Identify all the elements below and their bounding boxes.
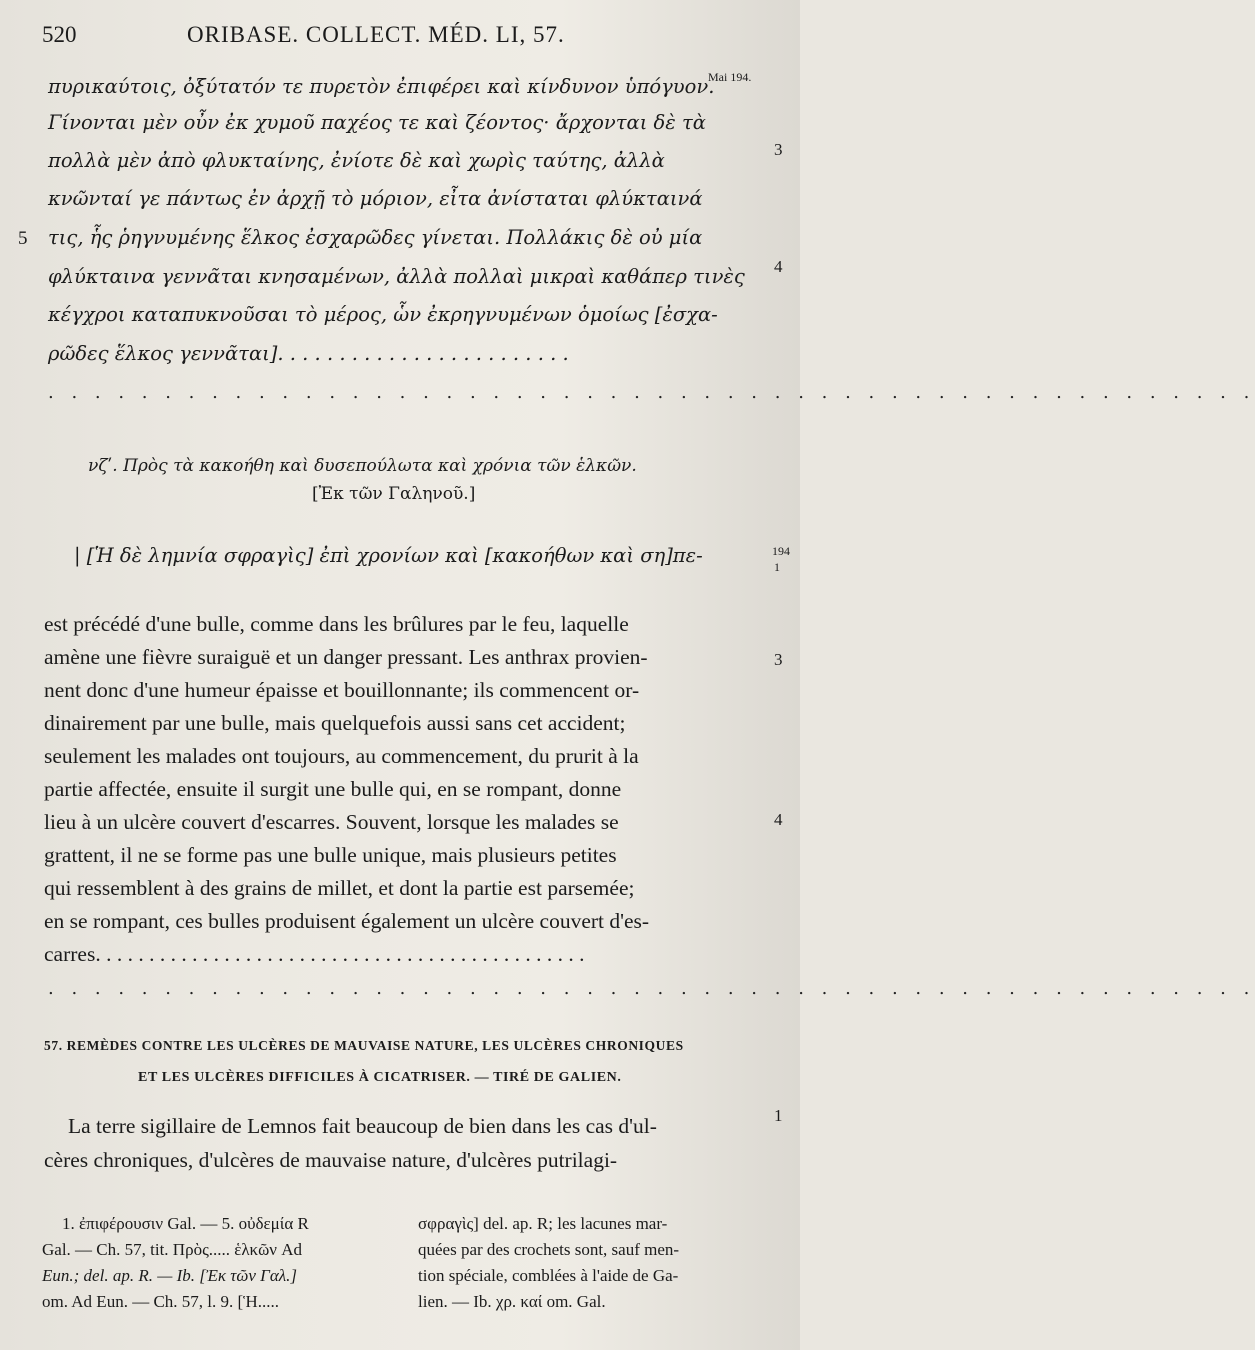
footnote-right-line: tion spéciale, comblées à l'aide de Ga-: [418, 1266, 679, 1285]
french-line: qui ressemblent à des grains de millet, et dont la partie est parsemée;: [44, 876, 635, 900]
french-line: est précédé d'une bulle, comme dans les brûlures par le feu, laquelle: [44, 612, 629, 636]
greek-line: φλύκταινα γεννᾶται κνησαμένων, ἀλλὰ πολλαὶ μικραὶ καθάπερ τινὲς: [48, 265, 745, 288]
page-number: 520: [42, 22, 77, 47]
ellipsis-line: . . . . . . . . . . . . . . . . . . . . . . . . . . . . . . . . . . . . . . . . . . . . . . . . . . . .: [48, 382, 1255, 403]
margin-line-number: 1: [774, 1106, 783, 1125]
margin-line-number: 3: [774, 650, 783, 669]
greek-line: κέγχροι καταπυκνοῦσαι τὸ μέρος, ὧν ἐκρηγνυμένων ὁμοίως [ἐσχα-: [48, 303, 718, 326]
margin-line-number: 5: [18, 228, 28, 249]
french-chapter-text: cères chroniques, d'ulcères de mauvaise nature, d'ulcères putrilagi-: [44, 1148, 618, 1172]
greek-line: πολλὰ μὲν ἀπὸ φλυκταίνης, ἐνίοτε δὲ καὶ χωρὶς ταύτης, ἀλλὰ: [48, 149, 665, 172]
french-chapter-text: La terre sigillaire de Lemnos fait beaucoup de bien dans les cas d'ul-: [68, 1114, 657, 1138]
greek-chapter-source: [Ἐκ τῶν Γαληνοῦ.]: [312, 484, 476, 504]
margin-reference: 1: [774, 560, 780, 574]
margin-line-number: 4: [774, 257, 783, 276]
french-chapter-title: 57. REMÈDES CONTRE LES ULCÈRES DE MAUVAISE NATURE, LES ULCÈRES CHRONIQUES: [44, 1038, 684, 1053]
margin-mai-reference: Mai 194.: [708, 70, 752, 84]
french-line: grattent, il ne se forme pas une bulle unique, mais plusieurs petites: [44, 843, 617, 867]
french-line: seulement les malades ont toujours, au commencement, du prurit à la: [44, 744, 639, 768]
french-line: amène une fièvre suraiguë et un danger pressant. Les anthrax provien-: [44, 645, 648, 669]
margin-reference: 194: [772, 544, 790, 558]
french-line: dinairement par une bulle, mais quelquefois aussi sans cet accident;: [44, 711, 626, 735]
greek-line: τις, ἧς ῥηγνυμένης ἕλκος ἐσχαρῶδες γίνεται. Πολλάκις δὲ οὐ μία: [48, 226, 703, 249]
greek-line: κνῶνταί γε πάντως ἐν ἀρχῇ τὸ μόριον, εἶτα ἀνίσταται φλύκταινά: [48, 187, 703, 210]
french-line: en se rompant, ces bulles produisent également un ulcère couvert d'es-: [44, 909, 650, 933]
footnote-left-line: om. Ad Eun. — Ch. 57, l. 9. [Ἡ.....: [42, 1292, 280, 1311]
margin-line-number: 3: [774, 140, 783, 159]
greek-line: ρῶδες ἕλκος γεννᾶται]. . . . . . . . . . . . . . . . . . . . . . . .: [48, 342, 569, 365]
margin-line-number: 4: [774, 810, 783, 829]
footnote-left-line: Gal. — Ch. 57, tit. Πρὸς..... ἑλκῶν Ad: [42, 1240, 302, 1259]
french-line: carres. . . . . . . . . . . . . . . . . . . . . . . . . . . . . . . . . . . . . . . . . . . . . .: [44, 942, 585, 966]
ellipsis-line: . . . . . . . . . . . . . . . . . . . . . . . . . . . . . . . . . . . . . . . . . . . . . . . . . . . .: [48, 978, 1255, 999]
greek-chapter-title: νζʹ. Πρὸς τὰ κακοήθη καὶ δυσεπούλωτα καὶ χρόνια τῶν ἑλκῶν.: [88, 456, 637, 476]
french-line: partie affectée, ensuite il surgit une bulle qui, en se rompant, donne: [44, 777, 622, 801]
footnote-left-line: 1. ἐπιφέρουσιν Gal. — 5. οὐδεμία R: [62, 1214, 309, 1233]
french-line: nent donc d'une humeur épaisse et bouillonnante; ils commencent or-: [44, 678, 640, 702]
french-line: lieu à un ulcère couvert d'escarres. Souvent, lorsque les malades se: [44, 810, 619, 834]
french-chapter-title: ET LES ULCÈRES DIFFICILES À CICATRISER. — TIRÉ DE GALIEN.: [138, 1070, 622, 1085]
running-title: ORIBASE. COLLECT. MÉD. LI, 57.: [187, 22, 565, 47]
greek-chapter-first-line: | [Ἡ δὲ λημνία σφραγὶς] ἐπὶ χρονίων καὶ [κακοήθων καὶ ση]πε-: [74, 544, 703, 567]
greek-line: Γίνονται μὲν οὖν ἐκ χυμοῦ παχέος τε καὶ ζέοντος· ἄρχονται δὲ τὰ: [48, 111, 706, 134]
footnote-left-line: Eun.; del. ap. R. — Ib. [Ἐκ τῶν Γαλ.]: [42, 1266, 297, 1285]
footnote-right-line: lien. — Ib. χρ. καί om. Gal.: [418, 1292, 606, 1311]
footnote-right-line: quées par des crochets sont, sauf men-: [418, 1240, 680, 1259]
running-header: [42, 18, 762, 58]
greek-line: πυρικαύτοις, ὀξύτατόν τε πυρετὸν ἐπιφέρει καὶ κίνδυνον ὑπόγυον.: [48, 75, 715, 98]
footnote-right-line: σφραγὶς] del. ap. R; les lacunes mar-: [418, 1214, 668, 1233]
